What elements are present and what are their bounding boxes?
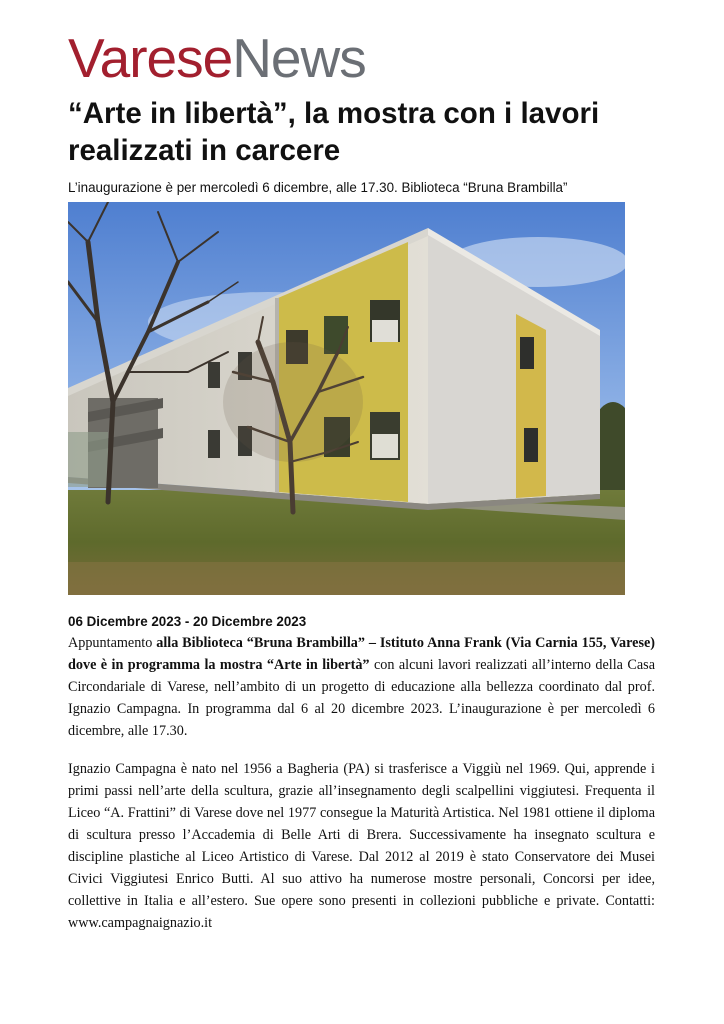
article-headline: “Arte in libertà”, la mostra con i lavori realizzati in carcere	[68, 97, 600, 167]
logo-part-news: News	[232, 27, 366, 89]
logo-part-varese: Varese	[68, 27, 233, 89]
paragraph-1-bold: alla Biblioteca “Bruna Brambilla” – Istituto Anna Frank (Via Carnia 155, Varese) dove è in programma la mostra “Arte in libertà”	[68, 635, 656, 673]
article-paragraph-2: Ignazio Campagna è nato nel 1956 a Bagheria (PA) si trasferisce a Viggiù nel 1969. Qui, apprende i primi passi nell’arte della scultura, grazie all’insegnamento degli scalpellini viggiutesi. Frequenta il Liceo “A. Frattini” di Varese dove nel 1977 consegue la Maturità Artistica. Nel 1981 ottiene il diploma di scultura presso l’Accademia di Belle Arti di Brera. Successivamente ha insegnato scultura e discipline plastiche al Liceo Artistico di Varese. Dal 2012 al 2019 è stato Conservatore dei Musei Civici Viggiutesi Enrico Butti. Al suo attivo ha numerose mostre personali, Concorsi per idee, collettive in Italia e all’estero. Sue opere sono presenti in collezioni pubbliche e private. Contatti: www.campagnaignazio.it	[68, 761, 655, 931]
varesenews-logo[interactable]	[68, 28, 366, 88]
paragraph-1-rest: con alcuni lavori realizzati all’interno della Casa Circondariale di Varese, nell’ambito di un progetto di educazione alla bellezza coordinato dal prof. Ignazio Campagna. In programma dal 6 al 20 dicembre 2023. L’inaugurazione è per mercoledì 6 dicembre, alle 17.30.	[68, 657, 655, 739]
event-dates: 06 Dicembre 2023 - 20 Dicembre 2023	[68, 614, 307, 629]
article-photo	[68, 202, 625, 595]
paragraph-1-lead: Appuntamento	[68, 635, 157, 651]
article-subtitle: L’inaugurazione è per mercoledì 6 dicembre, alle 17.30. Biblioteca “Bruna Brambilla”	[68, 180, 568, 195]
article-paragraph-1	[68, 632, 655, 742]
